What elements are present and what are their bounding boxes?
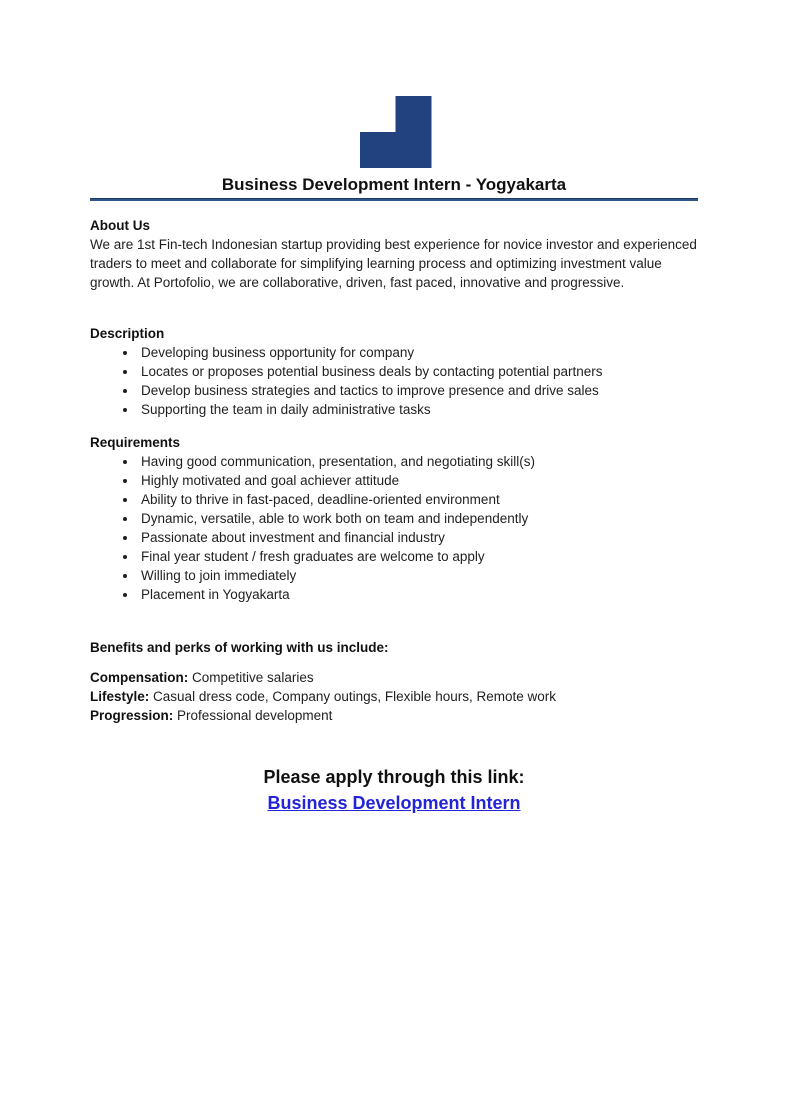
requirements-list [90, 452, 698, 604]
requirements-heading: Requirements [90, 435, 181, 450]
description-item: • Locates or proposes potential business deals by contacting potential partners [138, 362, 698, 381]
benefits-rows [90, 668, 698, 725]
benefit-value: Competitive salaries [192, 670, 314, 685]
apply-link-row [90, 791, 698, 817]
requirement-item: • Final year student / fresh graduates are welcome to apply [138, 547, 698, 566]
description-item: • Develop business strategies and tactics to improve presence and drive sales [138, 381, 698, 400]
benefit-row-compensation [90, 668, 698, 687]
benefits-heading: Benefits and perks of working with us include: [90, 640, 389, 655]
benefit-value: Casual dress code, Company outings, Flexible hours, Remote work [153, 689, 556, 704]
requirement-item: • Highly motivated and goal achiever attitude [138, 471, 698, 490]
description-list [90, 343, 698, 419]
document-page [0, 96, 791, 1120]
requirements-section [90, 433, 698, 604]
requirement-item: • Placement in Yogyakarta [138, 585, 698, 604]
company-logo [360, 96, 432, 168]
benefits-section [90, 638, 698, 725]
requirement-item: • Willing to join immediately [138, 566, 698, 585]
benefit-label: Lifestyle: [90, 689, 150, 704]
about-section [90, 216, 698, 292]
title-divider [90, 198, 698, 201]
description-item: • Supporting the team in daily administrative tasks [138, 400, 698, 419]
job-title: Business Development Intern - Yogyakarta [221, 175, 567, 194]
document-content [90, 174, 698, 817]
about-heading: About Us [90, 218, 150, 233]
description-heading: Description [90, 326, 165, 341]
apply-link[interactable]: Business Development Intern [267, 793, 521, 813]
requirement-item: • Having good communication, presentation, and negotiating skill(s) [138, 452, 698, 471]
requirement-item: • Ability to thrive in fast-paced, deadline-oriented environment [138, 490, 698, 509]
benefit-label: Progression: [90, 708, 174, 723]
benefit-row-progression [90, 706, 698, 725]
requirement-item: • Passionate about investment and financial industry [138, 528, 698, 547]
description-item: • Developing business opportunity for company [138, 343, 698, 362]
requirement-item: • Dynamic, versatile, able to work both on team and independently [138, 509, 698, 528]
benefit-label: Compensation: [90, 670, 189, 685]
benefit-row-lifestyle [90, 687, 698, 706]
apply-section [90, 765, 698, 817]
benefit-value: Professional development [177, 708, 333, 723]
description-section [90, 324, 698, 419]
about-paragraph: We are 1st Fin-tech Indonesian startup providing best experience for novice investor and experienced traders to meet and collaborate for simplifying learning process and optimizing investment value growth. At Portofolio, we are collaborative, driven, fast paced, innovative and progressive. [90, 237, 697, 290]
apply-prompt: Please apply through this link: [263, 767, 525, 787]
